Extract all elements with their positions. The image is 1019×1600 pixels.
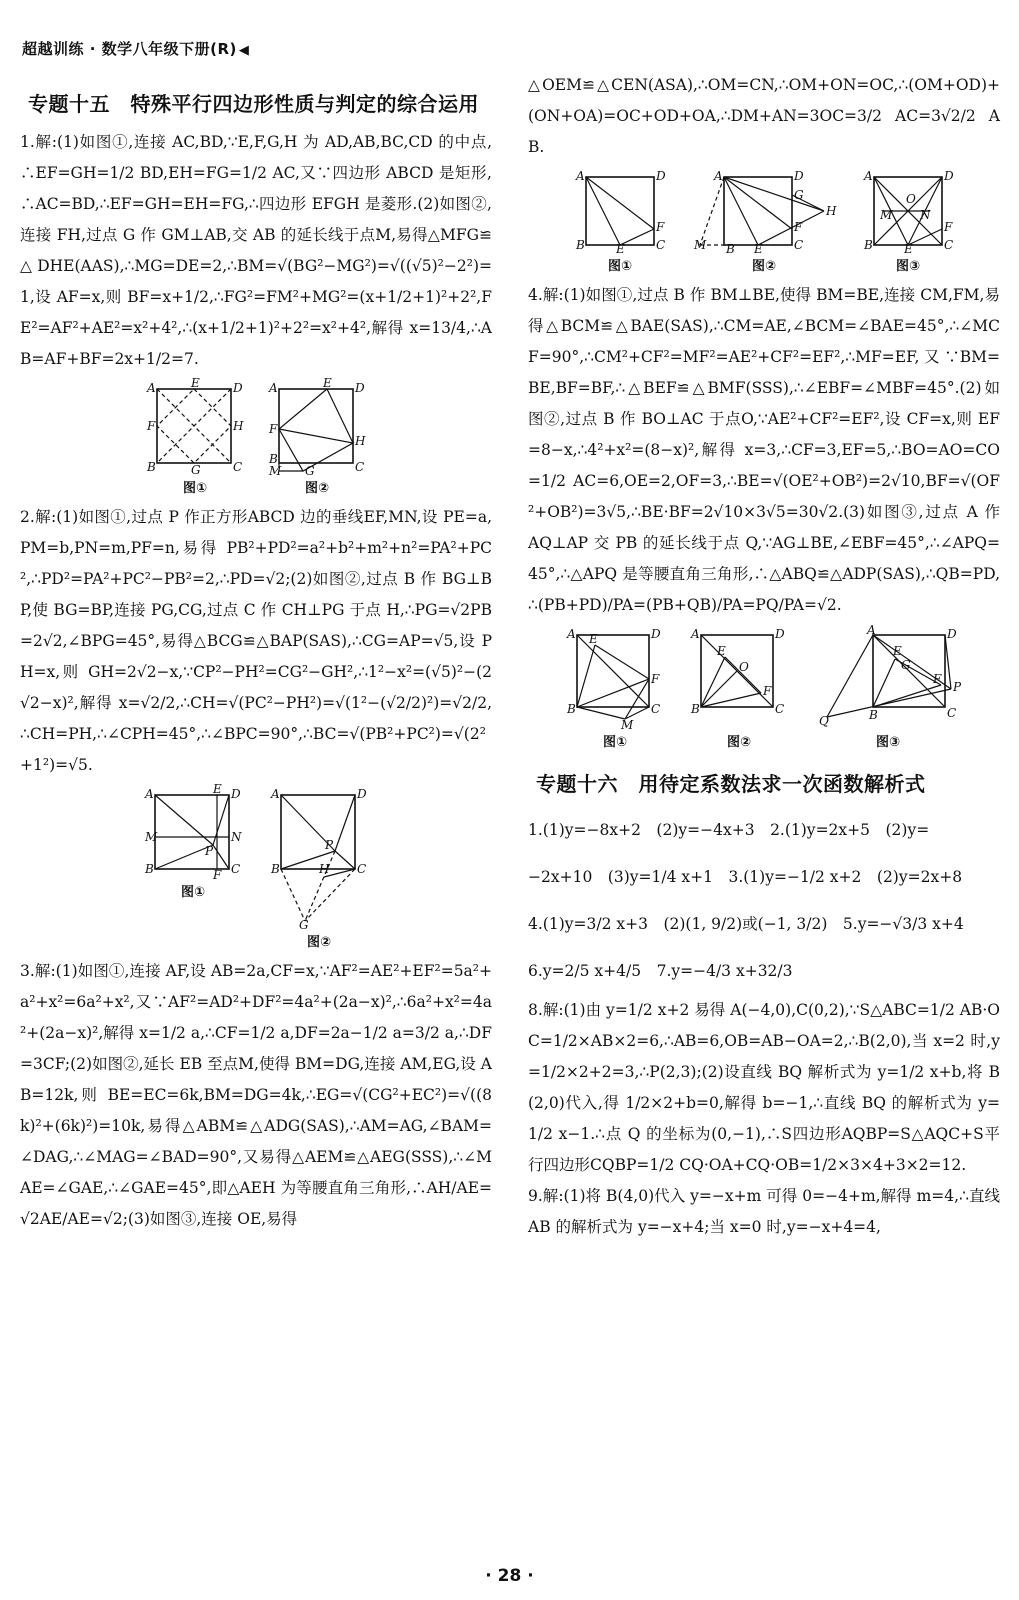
svg-text:B: B xyxy=(145,862,154,876)
square-point-p-diagram xyxy=(143,782,243,882)
svg-text:E: E xyxy=(589,632,598,646)
svg-text:E: E xyxy=(616,242,625,256)
figure-q4-2 xyxy=(691,629,787,750)
svg-text:M: M xyxy=(880,208,893,222)
svg-text:D: D xyxy=(357,787,367,801)
figure-caption: 图③ xyxy=(875,735,900,750)
svg-text:G: G xyxy=(794,188,804,202)
svg-text:C: C xyxy=(233,460,243,474)
svg-text:F: F xyxy=(269,422,278,436)
figure-caption: 图② xyxy=(726,735,751,750)
svg-text:D: D xyxy=(794,169,804,183)
figure-caption: 图② xyxy=(304,481,329,496)
svg-text:F: F xyxy=(944,220,953,234)
svg-text:E: E xyxy=(213,782,222,796)
square-perpendicular-diagram xyxy=(691,629,787,729)
svg-text:F: F xyxy=(933,672,942,686)
svg-text:E: E xyxy=(904,242,913,256)
svg-text:P: P xyxy=(325,838,334,852)
figure-caption: 图① xyxy=(180,885,205,900)
svg-text:B: B xyxy=(269,452,278,466)
figures-q3 xyxy=(528,171,1000,274)
svg-text:M: M xyxy=(694,238,707,252)
running-header xyxy=(22,38,249,59)
svg-text:H: H xyxy=(826,204,837,218)
svg-text:N: N xyxy=(231,830,242,844)
svg-text:C: C xyxy=(944,238,954,252)
svg-text:B: B xyxy=(567,702,576,716)
svg-text:E: E xyxy=(717,644,726,658)
figure-q1-1 xyxy=(147,376,244,496)
header-text: 超越训练 · 数学八年级下册(R) xyxy=(22,40,237,58)
answers-list xyxy=(528,807,1000,995)
figure-q2-2 xyxy=(269,789,369,950)
solution-8: 8.解:(1)由 y=1/2 x+2 易得 A(−4,0),C(0,2),∵S△ABC=1/2 AB·OC=1/2×AB×2=6,∴AB=6,OB=AB−OA=2,∴B(2,0),当 x=2 时,y=1/2×2+2=3,∴P(2,3);(2)设直线 BQ 解析式为 y=1/2 x+b,将 B(2,0)代入,得 1/2×2+b=0,解得 b=−1,∴直线 BQ 的解析式为 y=1/2 x−1.∴点 Q 的坐标为(0,−1),∴S四边形AQBP=S△AQC+S平行四边形CQBP=1/2 CQ·OA+CQ·OB=1/2×3×4+3×2=12. xyxy=(528,1001,1000,1174)
figure-caption: 图① xyxy=(602,735,627,750)
svg-text:H: H xyxy=(319,862,330,876)
figure-q3-2 xyxy=(694,169,837,274)
figure-q4-3 xyxy=(813,623,963,750)
section-title-16: 专题十六 用待定系数法求一次函数解析式 xyxy=(536,772,926,796)
square-rotated-point-diagram xyxy=(565,627,665,732)
triangle-left-icon: ◀ xyxy=(238,43,250,58)
svg-text:F: F xyxy=(213,868,222,882)
svg-text:A: A xyxy=(145,787,154,801)
svg-text:A: A xyxy=(567,627,576,641)
svg-text:P: P xyxy=(205,844,214,858)
svg-text:A: A xyxy=(691,627,700,641)
svg-text:G: G xyxy=(191,463,201,477)
svg-text:B: B xyxy=(869,708,878,722)
answer-line: −2x+10 (3)y=1/4 x+1 3.(1)y=−1/2 x+2 (2)y=2x+8 xyxy=(528,868,963,886)
svg-text:M: M xyxy=(145,830,158,844)
svg-text:A: A xyxy=(147,381,156,395)
svg-text:D: D xyxy=(355,381,365,395)
svg-text:B: B xyxy=(726,242,735,256)
square-folding-diagram-1 xyxy=(572,169,668,256)
svg-text:F: F xyxy=(763,684,772,698)
svg-text:B: B xyxy=(864,238,873,252)
figure-caption: 图③ xyxy=(895,259,920,274)
solution-4: 4.解:(1)如图①,过点 B 作 BM⊥BE,使得 BM=BE,连接 CM,FM,易得△BCM≌△BAE(SAS),∴CM=AE,∠BCM=∠BAE=45°,∴∠MCF=90°,∴CM²+CF²=MF²=AE²+CF²=EF²,∴MF=EF,又∵BM=BE,BF=BF,∴△BEF≌△BMF(SSS),∴∠EBF=∠MBF=45°.(2)如图②,过点 B 作 BO⊥AC 于点O,∵AE²+CF²=EF²,设 CF=x,则 EF=8−x,∴4²+x²=(8−x)²,解得 x=3,∴CF=3,EF=5,∴BO=AO=CO=1/2 AC=6,OE=2,OF=3,∴BE=√(OE²+OB²)=2√10,BF=√(OF²+OB²)=3√5,∴BE·BF=2√10×3√5=30√2.(3)如图③,过点 A 作 AQ⊥AP 交 PB 的延长线于点 Q,∵AG⊥BE,∠EBF=45°,∴∠APQ=45°,∴△APQ 是等腰直角三角形,∴△ABQ≌△ADP(SAS),∴QB=PD,∴(PB+PD)/PA=(PB+QB)/PA=PQ/PA=√2. xyxy=(528,286,1005,614)
svg-text:E: E xyxy=(323,376,332,390)
svg-text:E: E xyxy=(754,242,763,256)
answer-line: 4.(1)y=3/2 x+3 (2)(1, 9/2)或(−1, 3/2) 5.y=−√3/3 x+4 xyxy=(528,915,964,933)
svg-text:G: G xyxy=(901,658,911,672)
svg-text:N: N xyxy=(920,208,931,222)
rectangle-midpoints-diagram xyxy=(147,376,244,477)
svg-text:C: C xyxy=(231,862,241,876)
svg-text:D: D xyxy=(233,381,243,395)
figures-q2 xyxy=(20,782,492,950)
figures-q4 xyxy=(528,623,1000,750)
svg-text:C: C xyxy=(357,862,367,876)
svg-text:B: B xyxy=(691,702,700,716)
figures-q1 xyxy=(20,376,492,496)
svg-text:A: A xyxy=(864,169,873,183)
svg-text:D: D xyxy=(947,627,957,641)
svg-text:G: G xyxy=(299,918,309,932)
solution-9: 9.解:(1)将 B(4,0)代入 y=−x+m 可得 0=−4+m,解得 m=4,∴直线 AB 的解析式为 y=−x+4;当 x=0 时,y=−x+4=4, xyxy=(528,1187,1005,1236)
solution-3: 3.解:(1)如图①,连接 AF,设 AB=2a,CF=x,∵AF²=AE²+EF²=5a²+a²+x²=6a²+x²,又∵AF²=AD²+DF²=4a²+(2a−x)²,∴6a²+x²=4a²+(2a−x)²,解得 x=1/2 a,∴CF=1/2 a,DF=2a−1/2 a=3/2 a,∴DF=3CF;(2)如图②,延长 EB 至点M,使得 BM=DG,连接 AM,EG,设 AB=12k,则 BE=EC=6k,BM=DG=4k,∴EG=√(CG²+EC²)=√((8k)²+(6k)²)=10k,易得△ABM≌△ADG(SAS),∴AM=AG,∠BAM=∠DAG,∴∠MAG=∠BAD=90°,又易得△AEM≌△AEG(SSS),∴∠MAE=∠GAE,∴∠GAE=45°,即△AEH 为等腰直角三角形,∴AH/AE=√2AE/AE=√2;(3)如图③,连接 OE,易得 xyxy=(20,962,492,1228)
figure-caption: 图① xyxy=(607,259,632,274)
section-title-15: 专题十五 特殊平行四边形性质与判定的综合运用 xyxy=(28,92,479,116)
figure-caption: 图① xyxy=(182,481,207,496)
solution-2: 2.解:(1)如图①,过点 P 作正方形ABCD 边的垂线EF,MN,设 PE=a,PM=b,PN=m,PF=n,易得 PB²+PD²=a²+b²+m²+n²=PA²+PC²,∴PD²=PA²+PC²−PB²=2,∴PD=√2;(2)如图②,过点 B 作 BG⊥BP,使 BG=BP,连接 PG,CG,过点 C 作 CH⊥PG 于点 H,∴PG=√2PB=2√2,∠BPG=45°,易得△BCG≌△BAP(SAS),∴CG=AP=√5,设 PH=x,则 GH=2√2−x,∵CP²−PH²=CG²−GH²,∴1²−x²=(√5)²−(2√2−x)²,解得 x=√2/2,∴CH=√(PC²−PH²)=√(1²−(√2/2)²)=√2/2,∴CH=PH,∴∠CPH=45°,∴∠BPC=90°,∴BC=√(PB²+PC²)=√(2²+1²)=√5. xyxy=(20,508,492,774)
svg-text:D: D xyxy=(944,169,954,183)
svg-text:O: O xyxy=(906,192,916,206)
svg-text:D: D xyxy=(656,169,666,183)
svg-text:C: C xyxy=(947,706,957,720)
answer-line: 1.(1)y=−8x+2 (2)y=−4x+3 2.(1)y=2x+5 (2)y= xyxy=(528,821,930,839)
figure-caption: 图② xyxy=(306,935,331,950)
svg-text:H: H xyxy=(233,419,244,433)
figure-q3-1 xyxy=(572,171,668,274)
svg-text:C: C xyxy=(794,238,804,252)
page-number: · 28 · xyxy=(485,1566,534,1586)
right-column xyxy=(528,70,1005,1560)
svg-text:G: G xyxy=(305,464,315,478)
svg-text:M: M xyxy=(269,464,282,478)
square-folding-diagram-2 xyxy=(694,169,837,256)
svg-text:E: E xyxy=(893,644,902,658)
svg-text:F: F xyxy=(651,672,660,686)
svg-text:C: C xyxy=(651,702,661,716)
figure-q2-1 xyxy=(143,782,243,950)
svg-text:B: B xyxy=(576,238,585,252)
figure-caption: 图② xyxy=(751,259,776,274)
svg-text:A: A xyxy=(714,169,723,183)
solution-3-continued: △OEM≌△CEN(ASA),∴OM=CN,∴OM+ON=OC,∴(OM+OD)+(ON+OA)=OC+OD+OA,∴DM+AN=3OC=3/2 AC=3√2/2 AB. xyxy=(528,76,1000,156)
svg-text:A: A xyxy=(271,787,280,801)
svg-text:C: C xyxy=(656,238,666,252)
svg-text:M: M xyxy=(621,718,634,732)
svg-text:F: F xyxy=(794,220,803,234)
left-column xyxy=(20,70,492,1560)
svg-text:E: E xyxy=(191,376,200,390)
figure-q4-1 xyxy=(565,629,665,750)
figure-q1-2 xyxy=(269,376,366,496)
answer-line: 6.y=2/5 x+4/5 7.y=−4/3 x+32/3 xyxy=(528,962,793,980)
svg-text:F: F xyxy=(147,419,156,433)
svg-text:C: C xyxy=(775,702,785,716)
svg-text:H: H xyxy=(355,434,366,448)
figure-q3-3 xyxy=(860,171,956,274)
svg-text:P: P xyxy=(953,680,962,694)
svg-text:A: A xyxy=(269,381,278,395)
square-triangle-diagram xyxy=(269,376,366,478)
svg-text:B: B xyxy=(271,862,280,876)
svg-text:F: F xyxy=(656,220,665,234)
svg-text:C: C xyxy=(355,460,365,474)
svg-text:D: D xyxy=(775,627,785,641)
svg-text:O: O xyxy=(739,660,749,674)
svg-text:B: B xyxy=(147,460,156,474)
solution-1: 1.解:(1)如图①,连接 AC,BD,∵E,F,G,H 为 AD,AB,BC,CD 的中点,∴EF=GH=1/2 BD,EH=FG=1/2 AC,又∵四边形 ABCD 是矩形,∴AC=BD,∴EF=GH=EH=FG,∴四边形 EFGH 是菱形.(2)如图②,连接 FH,过点 G 作 GM⊥AB,交 AB 的延长线于点M,易得△MFG≌△DHE(AAS),∴MG=DE=2,∴BM=√(BG²−MG²)=√((√5)²−2²)=1,设 AF=x,则 BF=x+1/2,∴FG²=FM²+MG²=(x+1/2+1)²+2²,FE²=AF²+AE²=x²+4²,∴(x+1/2+1)²+2²=x²+4²,解得 x=13/4,∴AB=AF+BF=2x+1/2=7. xyxy=(20,133,492,368)
svg-text:A: A xyxy=(867,623,876,637)
square-rotation-diagram xyxy=(269,787,369,932)
square-isosceles-right-triangle-diagram xyxy=(813,623,963,729)
svg-text:D: D xyxy=(231,787,241,801)
svg-text:Q: Q xyxy=(819,714,829,728)
square-diagonal-diagram xyxy=(860,169,956,256)
svg-text:D: D xyxy=(651,627,661,641)
svg-text:A: A xyxy=(576,169,585,183)
